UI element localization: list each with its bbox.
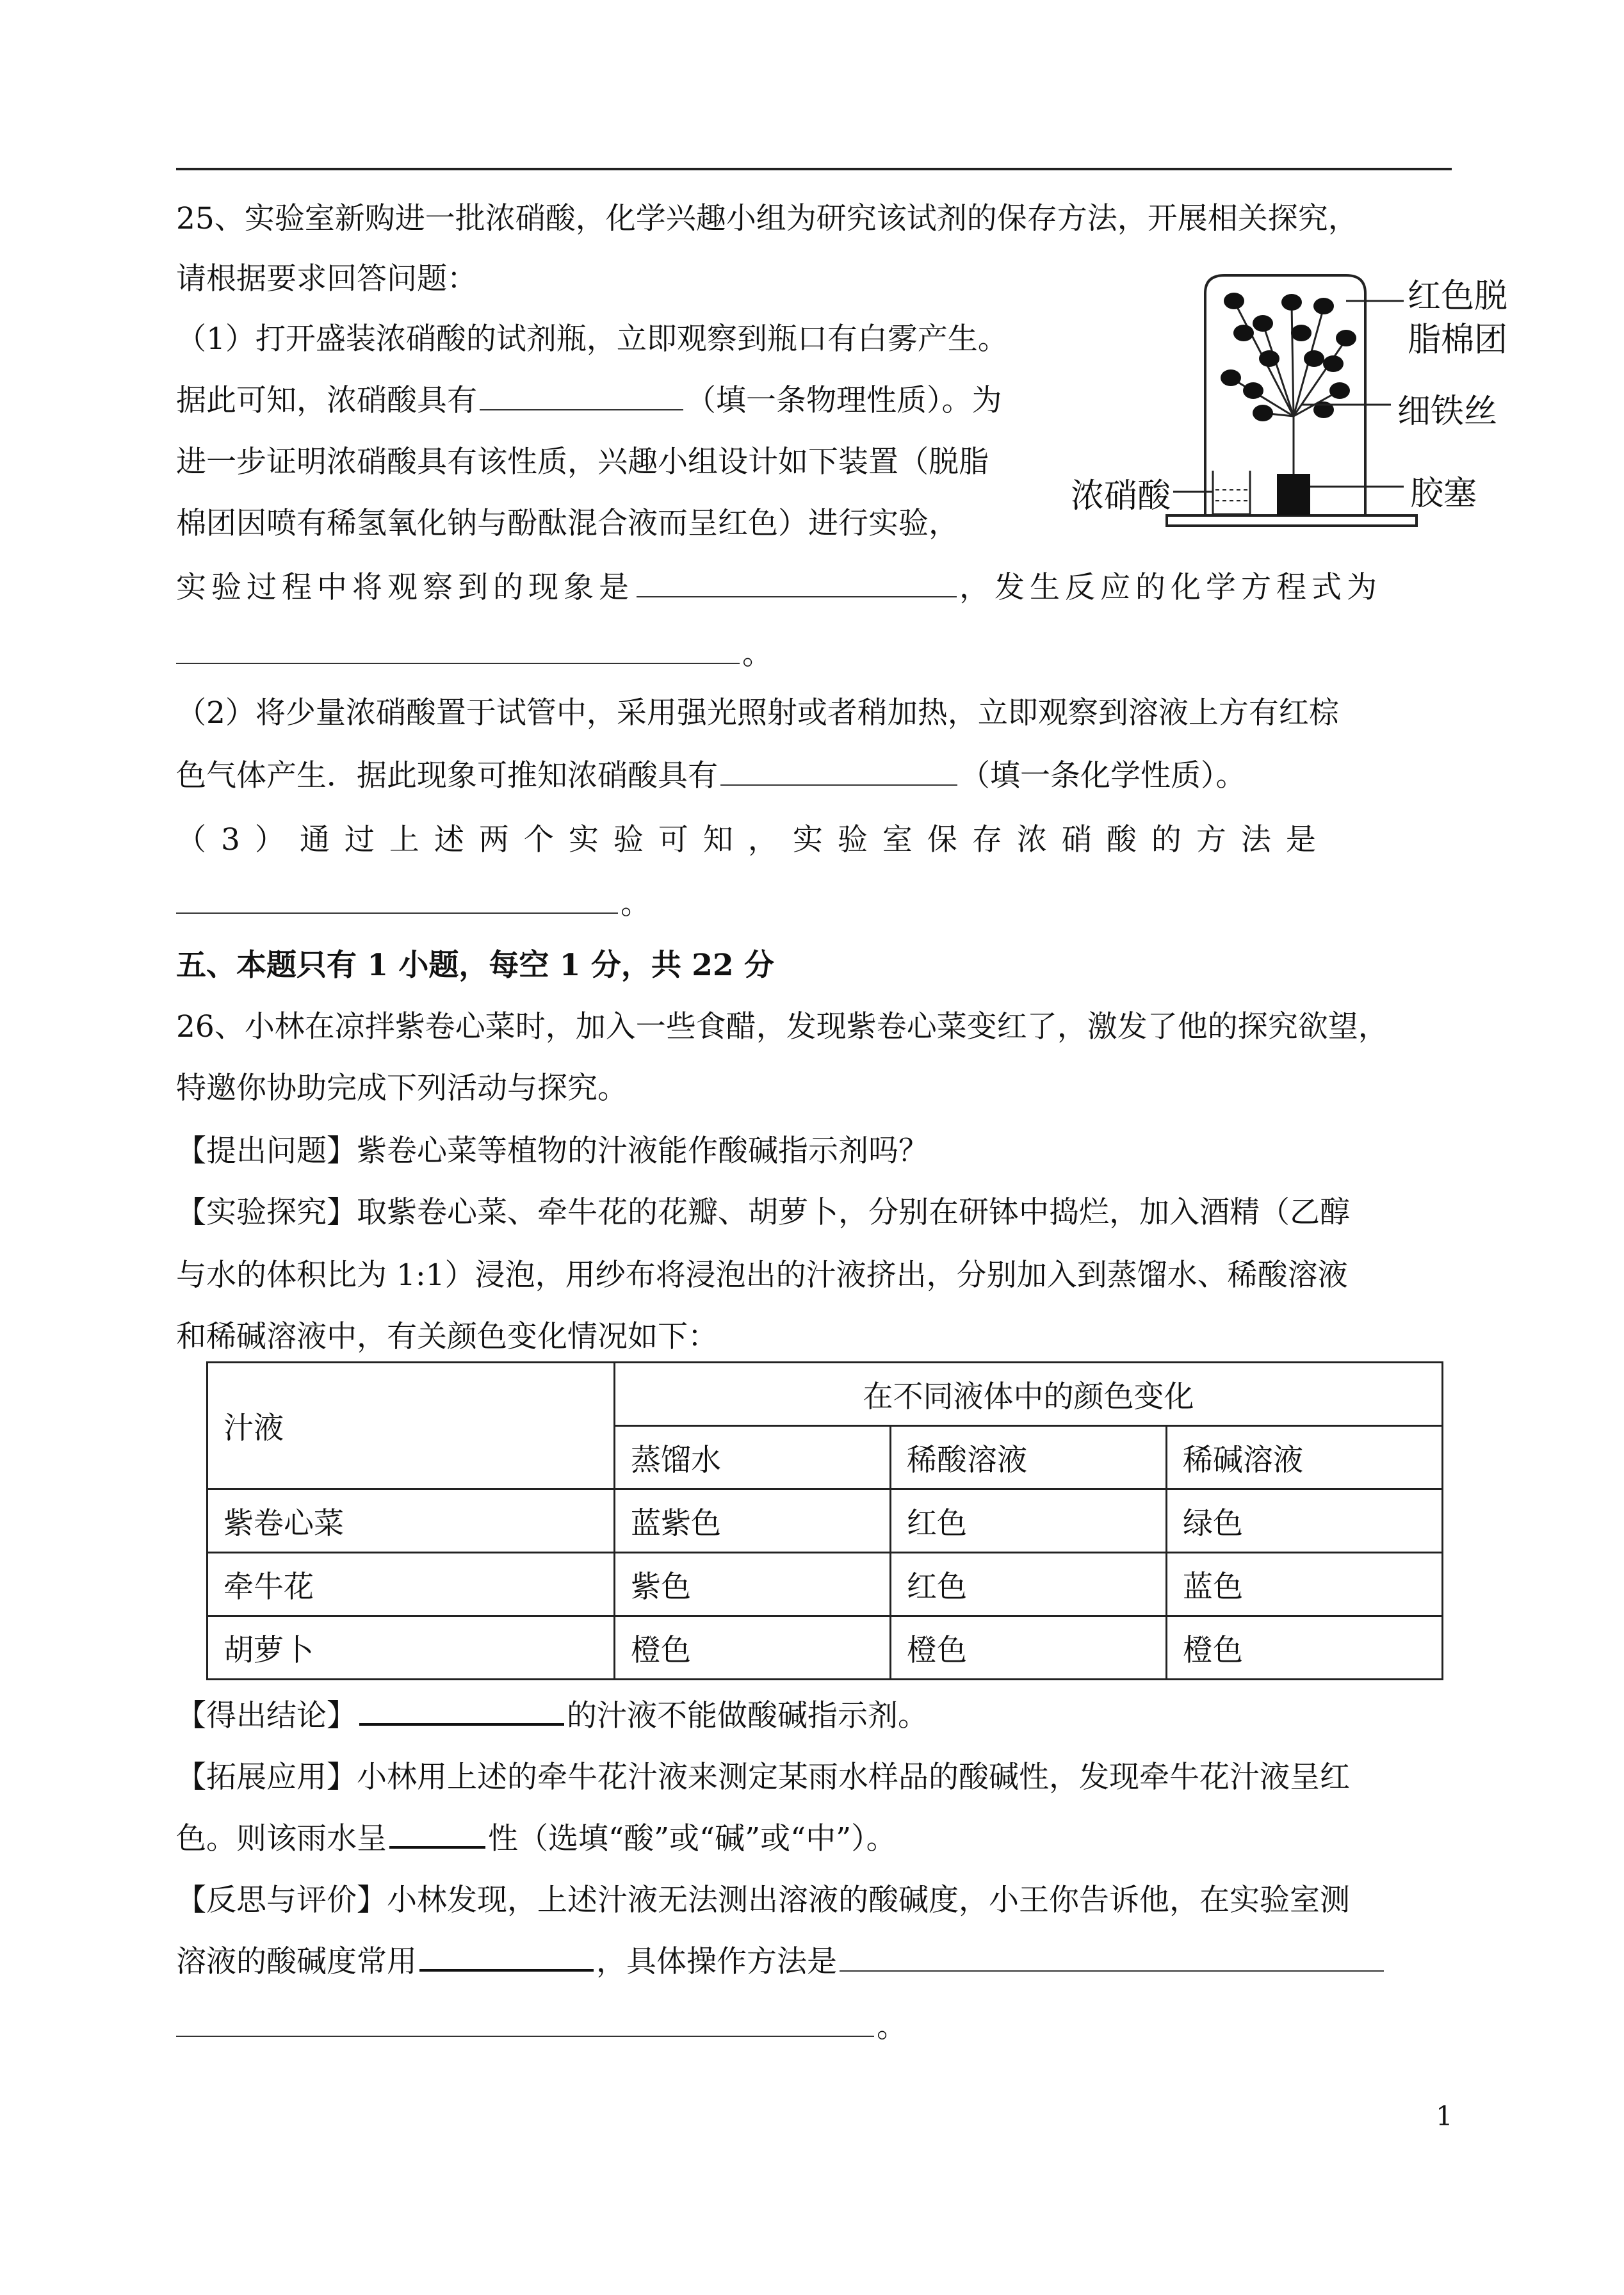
q25-part2-line-1: （2）将少量浓硝酸置于试管中，采用强光照射或者稍加热，立即观察到溶液上方有红棕 [176, 695, 1339, 731]
label-nitric-acid: 浓硝酸 [1071, 477, 1171, 515]
q26-apply-text-b: 性（选填“酸”或“碱”或“中”）。 [488, 1821, 897, 1856]
table-header-row [207, 1363, 1443, 1426]
table-header-group: 在不同液体中的颜色变化 [615, 1363, 1443, 1426]
q25-part1-line-1: （1）打开盛装浓硝酸的试剂瓶，立即观察到瓶口有白雾产生。 [176, 321, 1008, 357]
q26-reflect-text-a: 溶液的酸碱度常用 [176, 1944, 417, 1979]
apparatus-figure [1071, 263, 1519, 544]
q26-conclusion-text: 的汁液不能做酸碱指示剂。 [567, 1698, 928, 1733]
answer-blank-operation-method-cont[interactable] [176, 2010, 874, 2037]
table-cell-name: 紫卷心菜 [207, 1489, 615, 1553]
color-change-table [206, 1361, 1443, 1680]
answer-blank-rain-acidity[interactable] [389, 1821, 485, 1849]
period: 。 [621, 886, 651, 921]
q26-explore-line-2: 与水的体积比为 1:1）浸泡，用纱布将浸泡出的汁液挤出，分别加入到蒸馏水、稀酸溶液 [176, 1258, 1348, 1293]
table-cell: 橙色 [1167, 1616, 1443, 1680]
table-cell: 蓝紫色 [615, 1489, 891, 1553]
answer-blank-storage-method[interactable] [176, 887, 618, 914]
q25-part1-phenomenon-text: 实验过程中将观察到的现象是 [176, 570, 634, 605]
section-5-heading: 五、本题只有 1 小题，每空 1 分，共 22 分 [176, 948, 774, 983]
q26-intro-line-2: 特邀你协助完成下列活动与探究。 [176, 1071, 628, 1106]
q25-part1-line-2 [176, 380, 1002, 421]
table-cell: 紫色 [615, 1553, 891, 1616]
table-row [207, 1489, 1443, 1553]
q25-part2-text-b: （填一条化学性质）。 [960, 758, 1246, 793]
q25-part1-text-a: 据此可知，浓硝酸具有 [176, 383, 477, 418]
q25-part1-line-4: 棉团因喷有稀氢氧化钠与酚酞混合液而呈红色）进行实验， [176, 506, 959, 541]
answer-blank-physical-property[interactable] [480, 384, 683, 410]
answer-blank-conclusion[interactable] [359, 1698, 564, 1726]
q26-conclusion-label: 【得出结论】 [176, 1698, 357, 1733]
q26-question: 【提出问题】紫卷心菜等植物的汁液能作酸碱指示剂吗？ [176, 1133, 929, 1169]
q26-reflect-line-1: 【反思与评价】小林发现，上述汁液无法测出溶液的酸碱度，小王你告诉他，在实验室测 [176, 1883, 1350, 1918]
q25-intro-line-1: 25、实验室新购进一批浓硝酸，化学兴趣小组为研究该试剂的保存方法，开展相关探究， [176, 201, 1358, 236]
page-number: 1 [1436, 2100, 1453, 2132]
q26-reflect-text-b: ，具体操作方法是 [596, 1944, 837, 1979]
q26-apply-line-2 [176, 1819, 897, 1860]
q26-apply-text-a: 色。则该雨水呈 [176, 1821, 387, 1856]
q26-intro-line-1: 26、小林在凉拌紫卷心菜时，加入一些食醋，发现紫卷心菜变红了，激发了他的探究欲望， [176, 1009, 1388, 1044]
q26-reflect-line-3 [176, 2007, 907, 2048]
q26-explore-line-3: 和稀碱溶液中，有关颜色变化情况如下： [176, 1319, 718, 1354]
table-col-dilute-acid: 稀酸溶液 [891, 1426, 1167, 1489]
q25-part1-line-6 [176, 634, 772, 675]
label-stopper: 胶塞 [1410, 474, 1477, 513]
table-cell: 橙色 [891, 1616, 1167, 1680]
table-col-distilled-water: 蒸馏水 [615, 1426, 891, 1489]
q25-part1-equation-text: ，发生反应的化学方程式为 [959, 570, 1382, 605]
table-col-dilute-base: 稀碱溶液 [1167, 1426, 1443, 1489]
answer-blank-operation-method[interactable] [840, 1945, 1384, 1972]
table-cell-name: 胡萝卜 [207, 1616, 615, 1680]
q26-explore-line-1: 【实验探究】取紫卷心菜、牵牛花的花瓣、胡萝卜，分别在研钵中捣烂，加入酒精（乙醇 [176, 1195, 1350, 1230]
q25-part1-line-3: 进一步证明浓硝酸具有该性质，兴趣小组设计如下装置（脱脂 [176, 444, 989, 480]
q26-apply-line-1: 【拓展应用】小林用上述的牵牛花汁液来测定某雨水样品的酸碱性，发现牵牛花汁液呈红 [176, 1760, 1350, 1795]
q26-reflect-line-2 [176, 1942, 1386, 1983]
q25-part2-line-2 [176, 756, 1246, 797]
label-red-cotton-2: 脂棉团 [1408, 321, 1508, 359]
header-rule [176, 168, 1452, 170]
label-red-cotton-1: 红色脱 [1408, 277, 1508, 316]
table-row [207, 1553, 1443, 1616]
answer-blank-equation[interactable] [176, 637, 740, 664]
q25-part1-line-5 [176, 567, 1382, 608]
period: 。 [742, 637, 772, 672]
q25-intro-line-2: 请根据要求回答问题： [176, 261, 477, 296]
q25-part2-text-a: 色气体产生．据此现象可推知浓硝酸具有 [176, 758, 718, 793]
table-cell: 橙色 [615, 1616, 891, 1680]
answer-blank-phenomenon[interactable] [637, 571, 957, 597]
q25-part3-line-2 [176, 884, 651, 925]
label-iron-wire: 细铁丝 [1397, 393, 1498, 431]
q26-conclusion [176, 1696, 928, 1737]
period: 。 [877, 2009, 907, 2045]
q25-part3-line-1: （3）通过上述两个实验可知，实验室保存浓硝酸的方法是 [176, 822, 1331, 857]
q25-part1-text-b: （填一条物理性质）。为 [686, 383, 1002, 418]
table-row [207, 1616, 1443, 1680]
answer-blank-ph-tool[interactable] [419, 1943, 594, 1972]
table-cell: 红色 [891, 1489, 1167, 1553]
table-cell: 绿色 [1167, 1489, 1443, 1553]
table-cell: 红色 [891, 1553, 1167, 1616]
answer-blank-chemical-property[interactable] [720, 759, 957, 786]
table-cell-name: 牵牛花 [207, 1553, 615, 1616]
table-cell: 蓝色 [1167, 1553, 1443, 1616]
table-header-juice: 汁液 [207, 1363, 615, 1489]
